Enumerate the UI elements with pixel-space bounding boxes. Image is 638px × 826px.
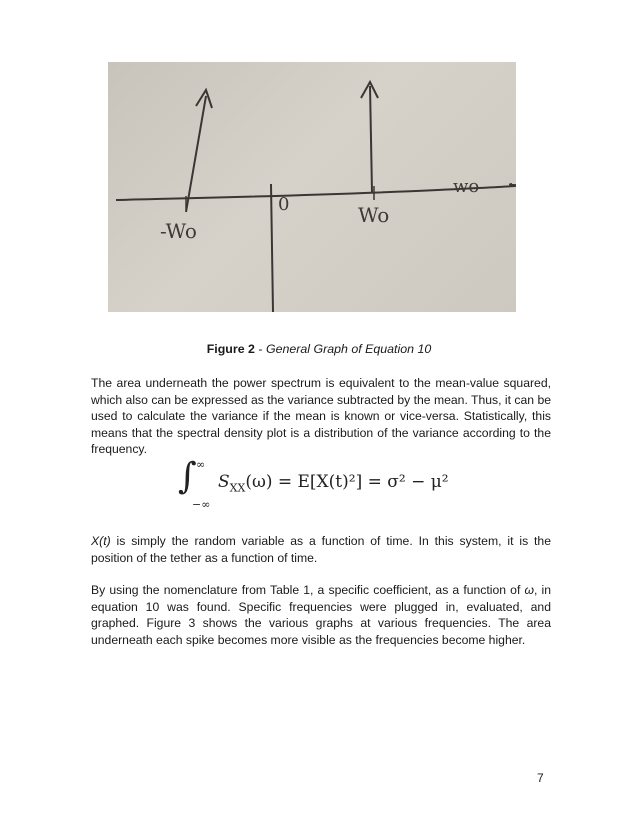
integral-symbol: ∫: [178, 456, 197, 497]
left-spike-arrow: [186, 96, 206, 212]
page-number: 7: [537, 771, 544, 785]
nomenclature-part2: , in equation 10 was found. Specific frequencies were plugged in, evaluated, and graphed. Figure 3 shows the various graphs at various frequencies. The area underneath each spike becomes more visible as the frequencies become higher.: [91, 583, 551, 647]
xt-italic: X(t): [91, 534, 111, 548]
paragraph-nomenclature: [91, 582, 551, 648]
neg-omega-label: -Wo: [160, 219, 197, 243]
handwritten-graph-photo: [108, 62, 516, 312]
caption-label: Figure 2: [206, 342, 255, 356]
paragraph-xt-definition: [91, 533, 551, 566]
integral-lower-limit: −∞: [192, 498, 211, 511]
pos-omega-label: Wo: [358, 203, 390, 227]
equation-rest: (ω) = E[X(t)²] = σ² − μ²: [245, 472, 449, 492]
equation-integral: [178, 456, 478, 511]
handwritten-graph: [108, 62, 516, 312]
origin-label: 0: [278, 194, 290, 215]
integral-upper-limit: ∞: [196, 458, 206, 471]
equation-s: S: [218, 472, 230, 492]
omega-italic: ω: [524, 583, 534, 597]
vertical-axis: [271, 184, 273, 312]
figure-caption: [0, 342, 638, 356]
caption-separator: -: [254, 342, 266, 356]
equation-subscript: XX: [229, 481, 246, 495]
equation-body: [218, 472, 449, 494]
axis-label-right: wo: [453, 176, 480, 197]
xt-rest: is simply the random variable as a function of time. In this system, it is the position of the tether as a function of time.: [91, 534, 551, 565]
paragraph-area-variance: The area underneath the power spectrum is equivalent to the mean-value squared, which also can be expressed as the variance subtracted by the mean. Thus, it can be used to calculate the variance if the mean is known or vice-versa. Statistically, this means that the spectral density plot is a distribution of the variance according to the frequency.: [91, 376, 551, 457]
right-spike-arrow: [370, 86, 372, 192]
caption-title: General Graph of Equation 10: [265, 342, 432, 356]
nomenclature-part1: By using the nomenclature from Table 1, a specific coefficient, as a function of: [91, 583, 525, 597]
